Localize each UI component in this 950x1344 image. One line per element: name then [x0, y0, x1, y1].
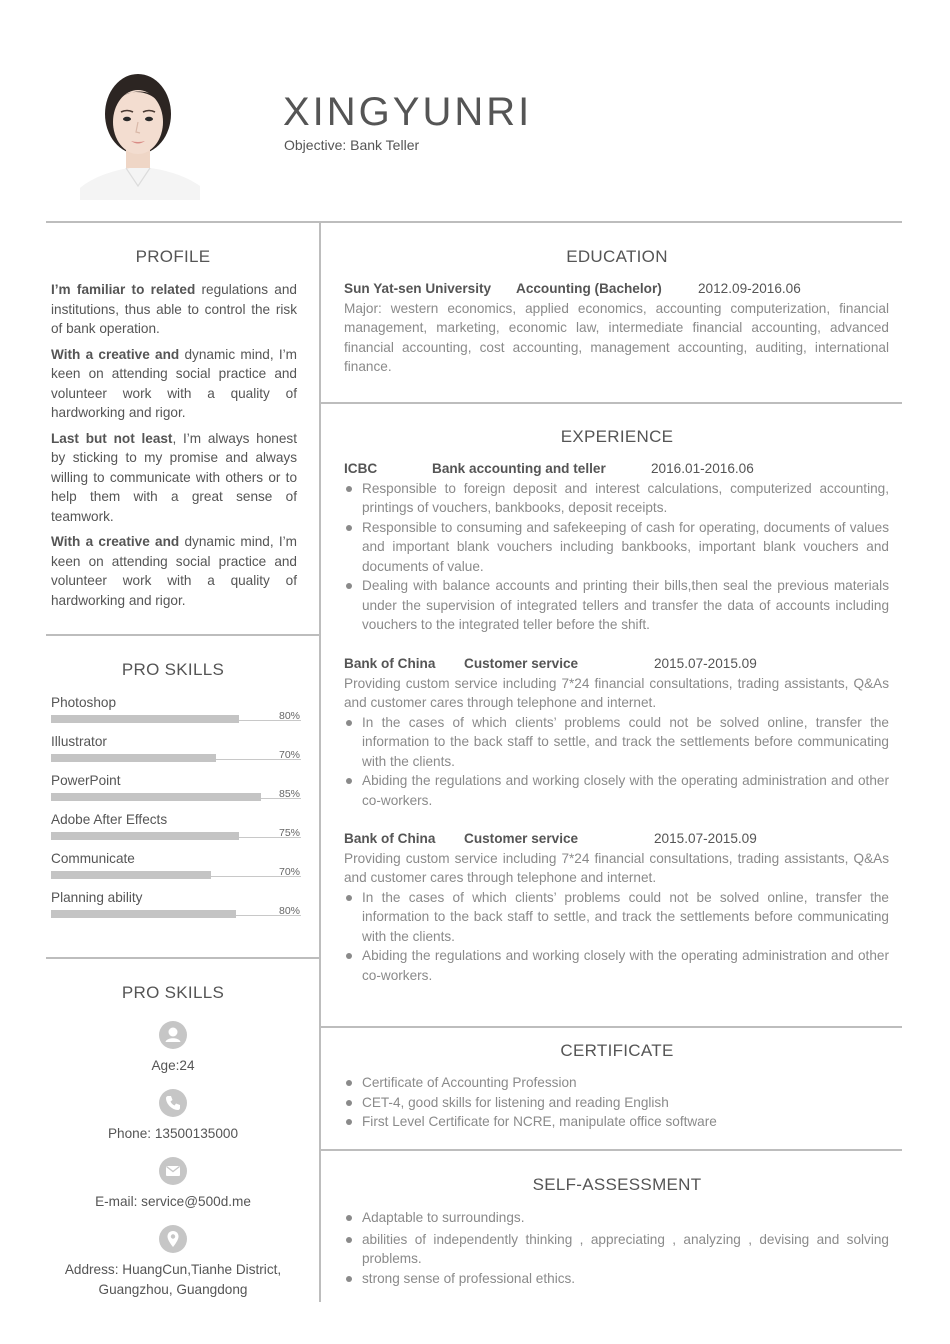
job-role: Bank accounting and teller [432, 461, 606, 476]
skill-percent: 70% [278, 866, 300, 878]
job-header [344, 654, 889, 674]
job-bullets [344, 888, 889, 986]
certificate-item: CET-4, good skills for listening and reading English [344, 1093, 889, 1113]
certificate-item: First Level Certificate for NCRE, manipulate office software [344, 1112, 889, 1132]
job-header [344, 829, 889, 849]
contact-email [48, 1157, 298, 1212]
column-divider [319, 222, 321, 1302]
job-bullets [344, 713, 889, 811]
job-period: 2016.01-2016.06 [651, 461, 754, 476]
candidate-name: XINGYUNRI [283, 90, 533, 134]
job-bullet: Dealing with balance accounts and printing their bills,then seal the previous materials under the supervision of integrated tellers and transfer the data of accounts including vouchers to the integrated teller before the shift. [344, 576, 889, 635]
email-text[interactable]: E-mail: service@500d.me [95, 1194, 251, 1209]
skill-percent: 70% [278, 749, 300, 761]
self-assessment-item: abilities of independently thinking , appreciating , analyzing , devising and solving problems. [344, 1230, 889, 1269]
age-text: Age:24 [151, 1058, 195, 1073]
job-entry [344, 459, 889, 635]
header-divider [46, 221, 902, 223]
job-period: 2015.07-2015.09 [654, 831, 757, 846]
skill-item [51, 772, 301, 811]
contact-phone [48, 1089, 298, 1144]
self-assessment-section [344, 1208, 889, 1288]
job-bullet: Abiding the regulations and working closely with the operating administration and other co-workers. [344, 771, 889, 810]
profile-title: PROFILE [135, 247, 211, 266]
job-bullet: Responsible to foreign deposit and interest calculations, computerized accounting, printings of vouchers, bankbooks, deposit receipts. [344, 479, 889, 518]
contact-title: PRO SKILLS [121, 983, 225, 1002]
job-entry [344, 654, 889, 810]
experience-title: EXPERIENCE [560, 427, 674, 446]
phone-icon [159, 1089, 187, 1117]
profile-section [51, 280, 297, 616]
certificate-item: Certificate of Accounting Profession [344, 1073, 889, 1093]
profile-paragraph: I’m familiar to related regulations and institutions, thus able to control the risk of bank operation. [51, 282, 297, 336]
profile-photo [80, 62, 200, 200]
skill-fill [51, 910, 236, 918]
skill-percent: 75% [278, 827, 300, 839]
profile-paragraph: With a creative and dynamic mind, I’m keen on attending social practice and volunteer work with a quality of hardworking and rigor. [51, 534, 297, 608]
left-divider-1 [46, 634, 320, 636]
skills-title: PRO SKILLS [121, 660, 225, 679]
job-bullets [344, 479, 889, 635]
skill-percent: 80% [278, 905, 300, 917]
job-company: ICBC [344, 461, 378, 476]
job-bullet: Abiding the regulations and working closely with the operating administration and other co-workers. [344, 946, 889, 985]
skills-list [51, 694, 301, 928]
skill-item [51, 811, 301, 850]
address-line-2: Guangzhou, Guangdong [98, 1281, 248, 1297]
skill-item [51, 733, 301, 772]
job-company: Bank of China [344, 831, 436, 846]
objective-text: Objective: Bank Teller [284, 137, 420, 153]
certificate-list [344, 1073, 889, 1132]
skill-name: Adobe After Effects [51, 812, 168, 827]
skill-item [51, 694, 301, 733]
contact-age [48, 1021, 298, 1076]
phone-text[interactable]: Phone: 13500135000 [107, 1126, 239, 1141]
job-bullet: In the cases of which clients’ problems could not be solved online, transfer the information to the back staff to settle, and track the settlements before communicating with the clients. [344, 713, 889, 772]
job-company: Bank of China [344, 656, 436, 671]
job-role: Customer service [464, 656, 579, 671]
location-icon [159, 1225, 187, 1253]
education-header [344, 279, 889, 299]
school-name: Sun Yat-sen University [344, 281, 492, 296]
job-bullet: Responsible to consuming and safekeeping of cash for operating, documents of values and important blank vouchers including bankbooks, important blank vouchers and documents of value. [344, 518, 889, 577]
certificate-title: CERTIFICATE [560, 1041, 674, 1060]
skill-item [51, 889, 301, 928]
skill-fill [51, 754, 216, 762]
education-title: EDUCATION [566, 247, 668, 266]
job-role: Customer service [464, 831, 579, 846]
profile-paragraph: Last but not least, I’m always honest by sticking to my promise and always willing to communicate with others or to help them with a great sense of teamwork. [51, 430, 297, 524]
contact-address [48, 1225, 298, 1299]
self-assessment-list [344, 1208, 889, 1288]
skill-fill [51, 832, 239, 840]
skill-name: Illustrator [51, 734, 107, 749]
skill-percent: 80% [278, 710, 300, 722]
right-divider-2 [320, 1026, 902, 1028]
job-header [344, 459, 889, 479]
education-section [344, 279, 889, 377]
mail-icon [159, 1157, 187, 1185]
skill-fill [51, 715, 239, 723]
address-line-1: Address: HuangCun,Tianhe District, [64, 1262, 282, 1277]
profile-paragraph: With a creative and dynamic mind, I’m keen on attending social practice and volunteer work with a quality of hardworking and rigor. [51, 346, 297, 420]
job-period: 2015.07-2015.09 [654, 656, 757, 671]
certificate-section [344, 1073, 889, 1132]
job-summary: Providing custom service including 7*24 financial consultations, trading assistants, Q&As and customer cares through telephone and internet. [344, 850, 889, 885]
skill-fill [51, 793, 261, 801]
self-assessment-item: strong sense of professional ethics. [344, 1269, 889, 1289]
skill-percent: 85% [278, 788, 300, 800]
user-icon [159, 1021, 187, 1049]
address-text [48, 1260, 298, 1299]
self-assessment-item: Adaptable to surroundings. [344, 1208, 889, 1228]
education-period: 2012.09-2016.06 [698, 281, 801, 296]
job-bullet: In the cases of which clients’ problems could not be solved online, transfer the information to the back staff to settle, and track the settlements before communicating with the clients. [344, 888, 889, 947]
education-description: Major: western economics, applied economics, accounting computerization, financial management, marketing, economic law, intermediate financial accounting, advanced financial accounting, cost accounting, management accounting, auditing, international finance. [344, 300, 889, 374]
skill-name: PowerPoint [51, 773, 121, 788]
job-entry [344, 829, 889, 985]
skill-name: Communicate [51, 851, 135, 866]
skill-name: Planning ability [51, 890, 143, 905]
degree: Accounting (Bachelor) [516, 281, 662, 296]
skill-fill [51, 871, 211, 879]
right-divider-3 [320, 1149, 902, 1151]
skill-item [51, 850, 301, 889]
job-summary: Providing custom service including 7*24 financial consultations, trading assistants, Q&As and customer cares through telephone and internet. [344, 675, 889, 710]
right-divider-1 [320, 402, 902, 404]
left-divider-2 [46, 957, 320, 959]
skill-name: Photoshop [51, 695, 117, 710]
self-assessment-title: SELF-ASSESSMENT [532, 1175, 702, 1194]
